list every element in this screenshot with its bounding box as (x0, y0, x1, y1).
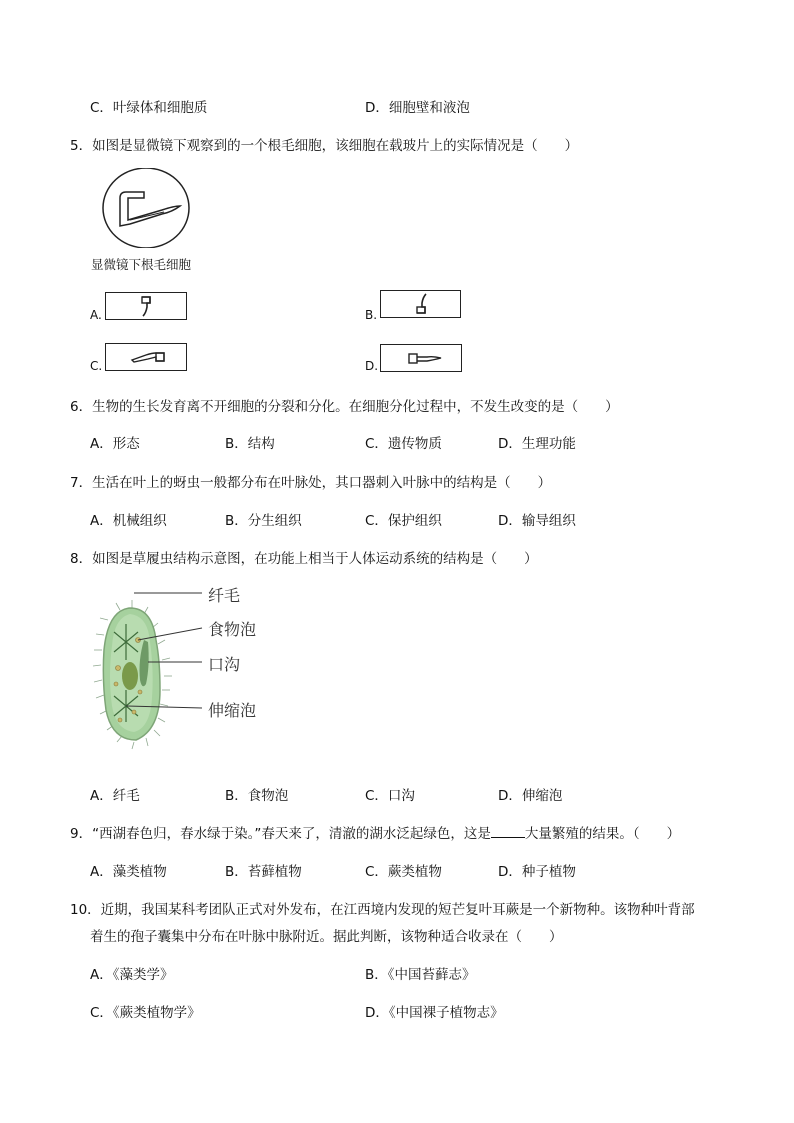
q6-option-d: D．生理功能 (498, 436, 576, 452)
q7-option-b: B．分生组织 (225, 513, 302, 529)
q8-option-a: A．纤毛 (90, 788, 140, 804)
q9-blank (491, 825, 525, 838)
label-contractile-vacuole: 伸缩泡 (208, 701, 257, 720)
q7-stem: 7．生活在叶上的蚜虫一般都分布在叶脉处，其口器刺入叶脉中的结构是（ ） (70, 475, 552, 491)
q6-option-b: B．结构 (225, 436, 275, 452)
q5-option-c-image (105, 343, 187, 371)
q5-option-d-image (380, 344, 462, 372)
q10-stem-line1: 10．近期，我国某科考团队正式对外发布，在江西境内发现的短芒复叶耳蕨是一个新物种。该物种叶背部 (70, 902, 695, 918)
q9-stem (70, 822, 680, 842)
q4-option-d: D．细胞壁和液泡 (365, 100, 470, 116)
q5-option-a-label: A. (90, 308, 102, 322)
q10-option-d: D．《中国裸子植物志》 (365, 1005, 504, 1021)
q5-stem: 5．如图是显微镜下观察到的一个根毛细胞，该细胞在载玻片上的实际情况是（ ） (70, 138, 579, 154)
label-food-vacuole: 食物泡 (208, 620, 257, 639)
q9-stem-after: 大量繁殖的结果。（ ） (524, 826, 681, 842)
q7-option-a: A．机械组织 (90, 513, 167, 529)
q8-option-b: B．食物泡 (225, 788, 289, 804)
q8-option-c: C．口沟 (365, 788, 415, 804)
figure-caption: 显微镜下根毛细胞 (91, 257, 192, 272)
q5-option-b-label: B. (365, 308, 378, 322)
q4-option-c: C．叶绿体和细胞质 (90, 100, 208, 116)
q9-option-b: B．苔藓植物 (225, 864, 302, 880)
q8-stem: 8．如图是草履虫结构示意图，在功能上相当于人体运动系统的结构是（ ） (70, 551, 538, 567)
q10-stem-line2: 着生的孢子囊集中分布在叶脉中脉附近。据此判断，该物种适合收录在（ ） (90, 929, 563, 945)
q9-option-a: A．藻类植物 (90, 864, 167, 880)
q9-stem-before: 9．“西湖春色归，春水绿于染。”春天来了，清澈的湖水泛起绿色，这是 (70, 826, 491, 842)
microscope-view-figure (100, 168, 192, 248)
q10-option-c: C．《蕨类植物学》 (90, 1005, 201, 1021)
q6-stem: 6．生物的生长发育离不开细胞的分裂和分化。在细胞分化过程中，不发生改变的是（ ） (70, 399, 619, 415)
q9-option-c: C．蕨类植物 (365, 864, 442, 880)
q6-option-a: A．形态 (90, 436, 140, 452)
q6-option-c: C．遗传物质 (365, 436, 442, 452)
q10-option-a: A．《藻类学》 (90, 967, 174, 983)
q5-option-d-label: D. (365, 359, 379, 373)
q9-option-d: D．种子植物 (498, 864, 576, 880)
q10-option-b: B．《中国苔藓志》 (365, 967, 476, 983)
q5-option-b-image (380, 290, 461, 318)
paramecium-figure (90, 580, 280, 760)
q5-option-a-image (105, 292, 187, 320)
q8-option-d: D．伸缩泡 (498, 788, 563, 804)
label-oral-groove: 口沟 (208, 655, 241, 674)
q5-option-c-label: C. (90, 359, 103, 373)
q7-option-d: D．输导组织 (498, 513, 576, 529)
q7-option-c: C．保护组织 (365, 513, 442, 529)
label-cilia: 纤毛 (208, 586, 241, 605)
